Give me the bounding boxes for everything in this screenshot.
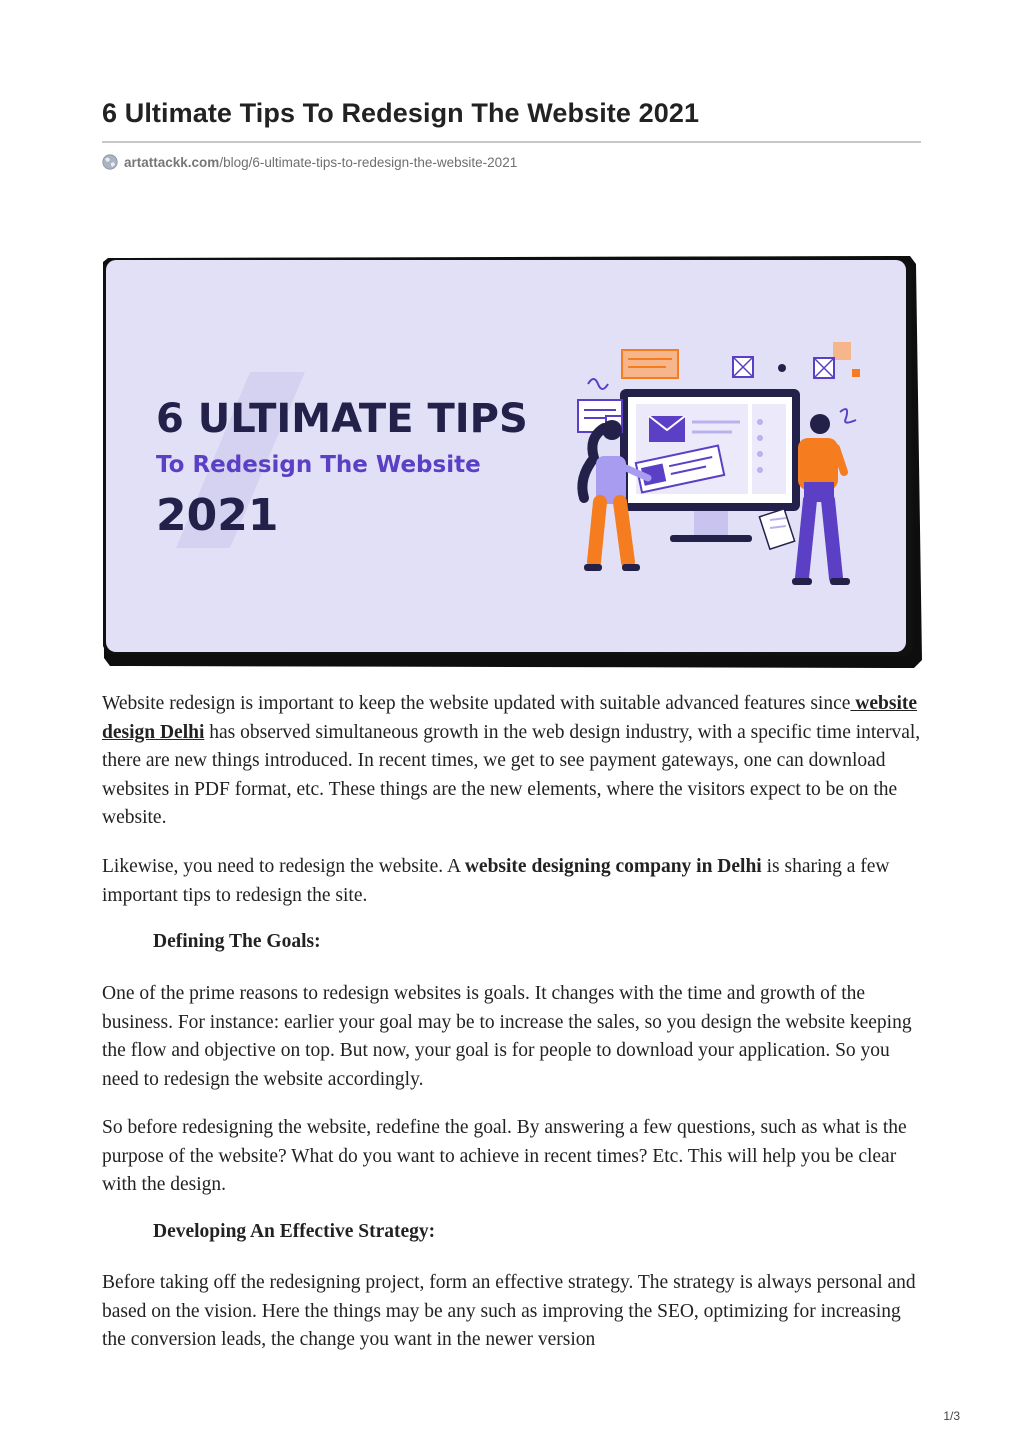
paragraph-goals: One of the prime reasons to redesign websites is goals. It changes with the time and growth of the business. For instance: earlier your goal may be to increase the sales, so you design the website keeping the flow and objective on top. But now, your goal is for people to download your application. So you need to redesign the website accordingly. bbox=[102, 983, 912, 1090]
paragraph-strategy: Before taking off the redesigning project, form an effective strategy. The strategy is always personal and based on the vision. Here the things may be any such as improving the SEO, optimizing for increasing the conversion leads, the change you want in the newer version bbox=[102, 1272, 916, 1350]
source-domain[interactable]: artattackk.com bbox=[124, 154, 220, 170]
paragraph-likewise: Likewise, you need to redesign the website. A website designing company in Delhi is sharing a few important tips to redesign the site. bbox=[102, 856, 890, 906]
bold-website-designing-company: website designing company in Delhi bbox=[464, 856, 762, 877]
title-divider bbox=[102, 141, 921, 143]
source-url[interactable] bbox=[102, 152, 517, 172]
heading-effective-strategy: Developing An Effective Strategy: bbox=[153, 1221, 436, 1242]
paragraph-intro: Website redesign is important to keep the website updated with suitable advanced features since website design Delhi has observed simultaneous growth in the web design industry, with a specific time interval, there are new things introduced. In recent times, we get to see payment gateways, one can download websites in PDF format, etc. These things are the new elements, where the visitors expect to be on the website. bbox=[102, 693, 921, 828]
hero-line1: 6 ULTIMATE TIPS bbox=[156, 396, 528, 442]
paragraph-redefine-goal: So before redesigning the website, redefine the goal. By answering a few questions, such as what is the purpose of the website? What do you want to achieve in recent times? Etc. This will help you be clear with the design. bbox=[102, 1117, 907, 1195]
heading-defining-goals: Defining The Goals: bbox=[153, 931, 321, 952]
link-website-design-delhi[interactable]: website design Delhi bbox=[102, 693, 918, 743]
source-path[interactable]: /blog/6-ultimate-tips-to-redesign-the-website-2021 bbox=[219, 154, 518, 170]
hero-illustration bbox=[100, 252, 924, 670]
hero-line3: 2021 bbox=[156, 490, 279, 541]
page-number: 1/3 bbox=[943, 1409, 960, 1423]
page-title: 6 Ultimate Tips To Redesign The Website 2021 bbox=[102, 98, 700, 128]
globe-icon bbox=[102, 154, 118, 170]
hero-line2: To Redesign The Website bbox=[156, 452, 481, 478]
